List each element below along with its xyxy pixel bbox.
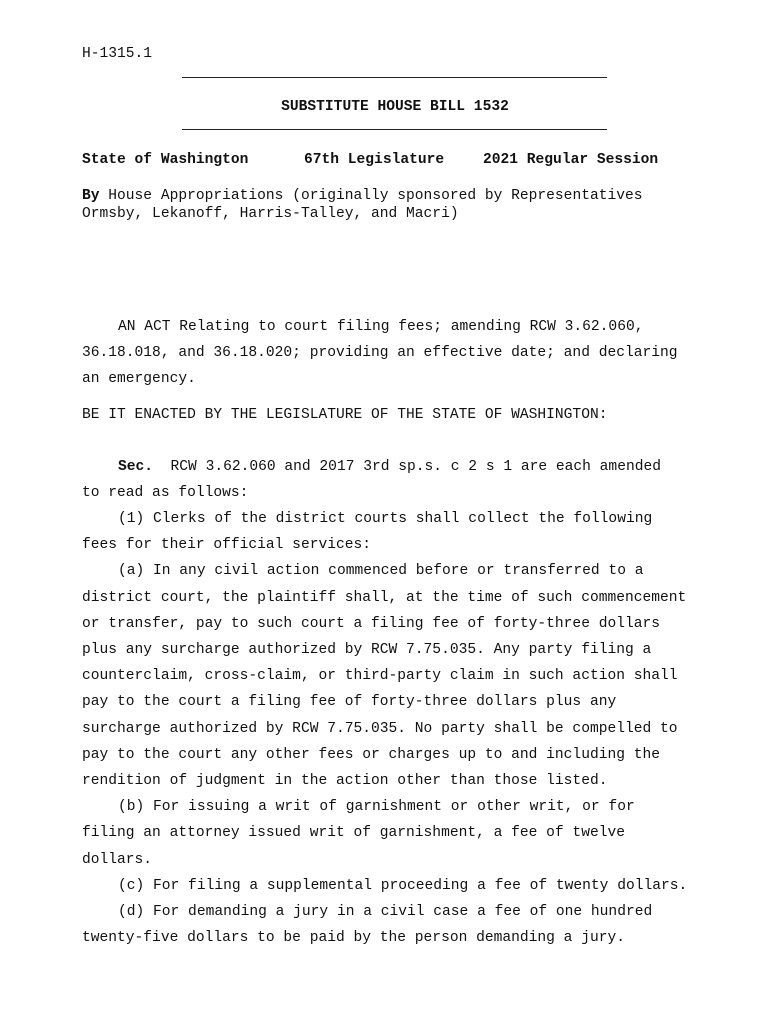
body-line: twenty-five dollars to be paid by the person demanding a jury. [82,930,625,947]
body-line: (1) Clerks of the district courts shall collect the following [118,511,653,527]
header-state: State of Washington [82,152,249,168]
act-line-2: 36.18.018, and 36.18.020; providing an effective date; and declaring [82,345,678,361]
body-line: rendition of judgment in the action other than those listed. [82,773,608,789]
bill-title: SUBSTITUTE HOUSE BILL 1532 [281,99,509,115]
section-line-1 [118,459,661,475]
act-line-1: AN ACT Relating to court filing fees; amending RCW 3.62.060, [118,319,644,335]
body-line: (a) In any civil action commenced before or transferred to a [118,563,644,580]
act-line-3: an emergency. [82,371,196,387]
sponsor-text-1: House Appropriations (originally sponsored by Representatives [108,188,643,204]
body-line: (d) For demanding a jury in a civil case a fee of one hundred [118,904,653,920]
sponsor-line-1 [82,188,643,204]
title-rule-bottom [182,129,607,130]
sponsor-line-2: Ormsby, Lekanoff, Harris-Talley, and Macri) [82,206,459,222]
body-line: surcharge authorized by RCW 7.75.035. No party shall be compelled to [82,720,678,737]
body-line: (c) For filing a supplemental proceeding a fee of twenty dollars. [118,877,688,894]
enacting-clause: BE IT ENACTED BY THE LEGISLATURE OF THE STATE OF WASHINGTON: [82,407,608,423]
header-session: 2021 Regular Session [483,152,659,168]
body-line: pay to the court a filing fee of forty-three dollars plus any [82,694,617,711]
title-rule-top [182,77,607,78]
body-line: plus any surcharge authorized by RCW 7.75.035. Any party filing a [82,642,652,658]
section-label: Sec. [118,459,154,475]
sponsor-by-label: By [82,188,100,204]
section-line-2: to read as follows: [82,485,249,501]
body-line: fees for their official services: [82,537,372,554]
section-heading-text: RCW 3.62.060 and 2017 3rd sp.s. c 2 s 1 are each amended [170,459,661,475]
header-legislature: 67th Legislature [304,152,445,168]
body-line: pay to the court any other fees or charges up to and including the [82,746,661,763]
body-line: dollars. [82,851,153,868]
body-line: counterclaim, cross-claim, or third-party claim in such action shall [82,668,678,685]
document-id: H-1315.1 [82,46,153,62]
body-line: (b) For issuing a writ of garnishment or other writ, or for [118,799,635,816]
body-line: district court, the plaintiff shall, at the time of such commencement [82,589,687,606]
body-line: or transfer, pay to such court a filing fee of forty-three dollars [82,615,661,632]
body-line: filing an attorney issued writ of garnishment, a fee of twelve [82,825,625,842]
